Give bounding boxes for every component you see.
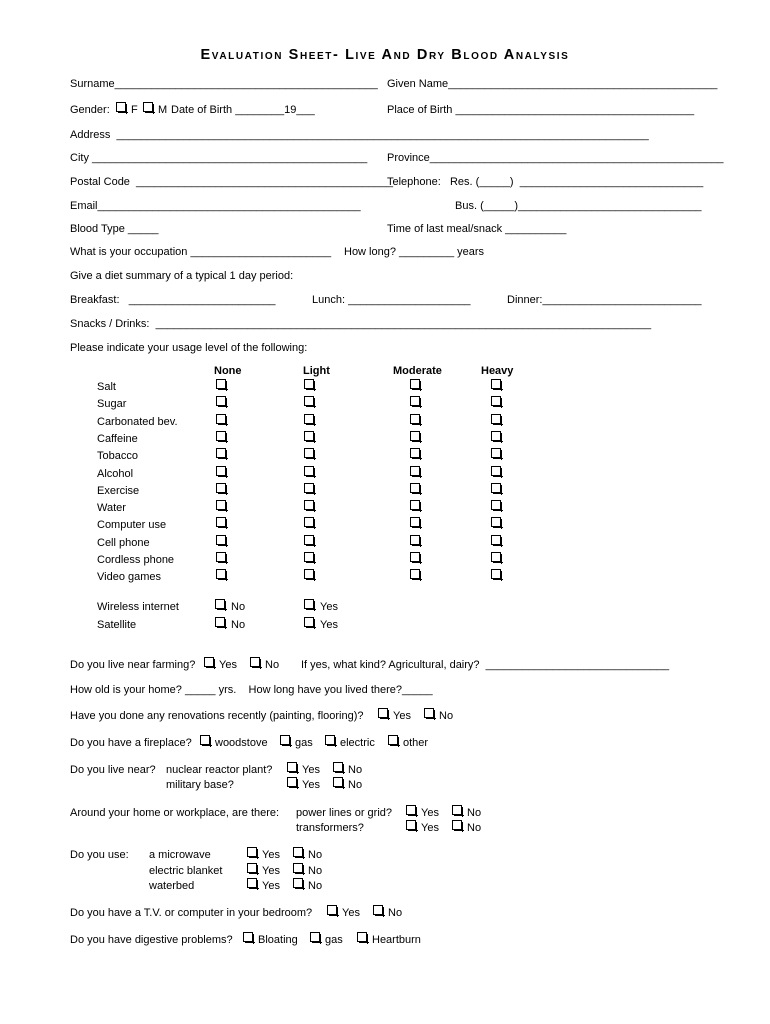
usage-item-label: Salt	[97, 381, 116, 393]
usage-checkbox-moderate[interactable]	[410, 569, 420, 579]
nuclear-yes-checkbox[interactable]	[287, 762, 297, 772]
usage-item-label: Tobacco	[97, 450, 138, 462]
waterbed-yes-label: Yes	[262, 880, 280, 892]
usage-checkbox-light[interactable]	[304, 535, 314, 545]
place-of-birth-field[interactable]: Place of Birth _______________________________________	[387, 104, 695, 116]
usage-checkbox-none[interactable]	[216, 414, 226, 424]
tv-bedroom-yes-checkbox[interactable]	[327, 905, 337, 915]
power-lines-yes-checkbox[interactable]	[406, 805, 416, 815]
usage-checkbox-none[interactable]	[216, 396, 226, 406]
usage-checkbox-light[interactable]	[304, 396, 314, 406]
usage-checkbox-none[interactable]	[216, 500, 226, 510]
gender-label: Gender:	[70, 104, 110, 116]
power-lines-no-checkbox[interactable]	[452, 805, 462, 815]
usage-checkbox-heavy[interactable]	[491, 396, 501, 406]
usage-intro: Please indicate your usage level of the following:	[70, 342, 308, 354]
usage-checkbox-light[interactable]	[304, 431, 314, 441]
usage-checkbox-light[interactable]	[304, 552, 314, 562]
electric-blanket-no-label: No	[308, 865, 323, 877]
gas-label: gas	[295, 737, 313, 749]
renovations-yes-label: Yes	[393, 710, 411, 722]
surname-field[interactable]: Surname___________________________________________	[70, 78, 378, 90]
microwave-label: a microwave	[149, 849, 211, 861]
address-field[interactable]: Address _______________________________________________________________________________________	[70, 129, 649, 141]
usage-checkbox-light[interactable]	[304, 483, 314, 493]
usage-checkbox-none[interactable]	[216, 448, 226, 458]
usage-item-label: Cell phone	[97, 537, 150, 549]
usage-checkbox-light[interactable]	[304, 379, 314, 389]
wireless-internet-label: Wireless internet	[97, 601, 179, 613]
postal-code-field[interactable]: Postal Code __________________________________________	[70, 176, 393, 188]
tv-bedroom-no-label: No	[388, 907, 403, 919]
power-lines-label: power lines or grid?	[296, 807, 392, 819]
satellite-label: Satellite	[97, 619, 137, 631]
usage-checkbox-none[interactable]	[216, 431, 226, 441]
transformers-yes-label: Yes	[421, 822, 439, 834]
waterbed-no-checkbox[interactable]	[293, 878, 303, 888]
satellite-no-checkbox[interactable]	[215, 617, 225, 627]
nuclear-yes-label: Yes	[302, 764, 320, 776]
around-home-question: Around your home or workplace, are there:	[70, 807, 280, 819]
farming-no-label: No	[265, 659, 280, 671]
power-lines-yes-label: Yes	[421, 807, 439, 819]
do-you-use-question: Do you use:	[70, 849, 129, 861]
wireless-no-checkbox[interactable]	[215, 599, 225, 609]
usage-checkbox-moderate[interactable]	[410, 500, 420, 510]
transformers-yes-checkbox[interactable]	[406, 820, 416, 830]
gender-f-checkbox[interactable]	[116, 102, 126, 112]
last-meal-field[interactable]: Time of last meal/snack __________	[387, 223, 567, 235]
usage-checkbox-heavy[interactable]	[491, 552, 501, 562]
waterbed-no-label: No	[308, 880, 323, 892]
given-name-field[interactable]: Given Name____________________________________________	[387, 78, 718, 90]
transformers-no-checkbox[interactable]	[452, 820, 462, 830]
usage-checkbox-heavy[interactable]	[491, 517, 501, 527]
usage-checkbox-none[interactable]	[216, 535, 226, 545]
usage-checkbox-heavy[interactable]	[491, 483, 501, 493]
usage-checkbox-none[interactable]	[216, 466, 226, 476]
tv-bedroom-question: Do you have a T.V. or computer in your bedroom?	[70, 907, 313, 919]
usage-checkbox-moderate[interactable]	[410, 483, 420, 493]
col-light: Light	[303, 365, 330, 377]
page-title: Evaluation Sheet- Live And Dry Blood Analysis	[200, 47, 570, 63]
renovations-no-label: No	[439, 710, 454, 722]
occupation-field[interactable]: What is your occupation _______________________	[70, 246, 332, 258]
usage-item-label: Exercise	[97, 485, 140, 497]
telephone-field[interactable]: Telephone: Res. (_____) ______________________________	[387, 176, 704, 188]
military-yes-checkbox[interactable]	[287, 777, 297, 787]
usage-checkbox-heavy[interactable]	[491, 414, 501, 424]
lunch-field[interactable]: Lunch: ____________________	[312, 294, 471, 306]
electric-blanket-label: electric blanket	[149, 865, 223, 877]
usage-checkbox-light[interactable]	[304, 414, 314, 424]
usage-checkbox-moderate[interactable]	[410, 517, 420, 527]
woodstove-checkbox[interactable]	[200, 735, 210, 745]
military-no-checkbox[interactable]	[333, 777, 343, 787]
usage-checkbox-moderate[interactable]	[410, 448, 420, 458]
tv-bedroom-no-checkbox[interactable]	[373, 905, 383, 915]
usage-checkbox-moderate[interactable]	[410, 466, 420, 476]
heartburn-label: Heartburn	[372, 934, 421, 946]
gas-digestive-label: gas	[325, 934, 343, 946]
wireless-no-label: No	[231, 601, 246, 613]
electric-blanket-yes-label: Yes	[262, 865, 280, 877]
usage-checkbox-light[interactable]	[304, 500, 314, 510]
electric-checkbox[interactable]	[325, 735, 335, 745]
wireless-yes-checkbox[interactable]	[304, 599, 314, 609]
electric-blanket-yes-checkbox[interactable]	[247, 863, 257, 873]
usage-checkbox-heavy[interactable]	[491, 448, 501, 458]
satellite-yes-checkbox[interactable]	[304, 617, 314, 627]
usage-checkbox-none[interactable]	[216, 569, 226, 579]
heartburn-checkbox[interactable]	[357, 932, 367, 942]
usage-item-label: Sugar	[97, 398, 127, 410]
bloating-checkbox[interactable]	[243, 932, 253, 942]
woodstove-label: woodstove	[215, 737, 268, 749]
usage-checkbox-light[interactable]	[304, 517, 314, 527]
usage-checkbox-heavy[interactable]	[491, 569, 501, 579]
military-label: military base?	[166, 779, 234, 791]
email-field[interactable]: Email___________________________________________	[70, 200, 361, 212]
bus-phone-field[interactable]: Bus. (_____)______________________________	[455, 200, 702, 212]
usage-item-label: Carbonated bev.	[97, 416, 178, 428]
occupation-years-field[interactable]: How long? _________ years	[344, 246, 485, 258]
renovations-no-checkbox[interactable]	[424, 708, 434, 718]
microwave-no-checkbox[interactable]	[293, 847, 303, 857]
digestive-question: Do you have digestive problems?	[70, 934, 233, 946]
usage-item-label: Water	[97, 502, 126, 514]
gas-checkbox[interactable]	[280, 735, 290, 745]
other-checkbox[interactable]	[388, 735, 398, 745]
electric-blanket-no-checkbox[interactable]	[293, 863, 303, 873]
city-field[interactable]: City _____________________________________________	[70, 152, 368, 164]
usage-checkbox-moderate[interactable]	[410, 414, 420, 424]
home-age-field[interactable]: How old is your home? _____ yrs. How long have you lived there?_____	[70, 684, 433, 696]
gas-digestive-checkbox[interactable]	[310, 932, 320, 942]
farming-kind-field[interactable]: If yes, what kind? Agricultural, dairy? ______________________________	[301, 659, 670, 671]
satellite-no-label: No	[231, 619, 246, 631]
usage-checkbox-heavy[interactable]	[491, 431, 501, 441]
col-heavy: Heavy	[481, 365, 514, 377]
renovations-yes-checkbox[interactable]	[378, 708, 388, 718]
diet-summary-label: Give a diet summary of a typical 1 day period:	[70, 270, 294, 282]
blood-type-field[interactable]: Blood Type _____	[70, 223, 159, 235]
nuclear-no-label: No	[348, 764, 363, 776]
farming-yes-checkbox[interactable]	[204, 657, 214, 667]
date-of-birth-field[interactable]: Date of Birth ________19___	[171, 104, 315, 116]
nuclear-no-checkbox[interactable]	[333, 762, 343, 772]
usage-checkbox-light[interactable]	[304, 569, 314, 579]
usage-checkbox-moderate[interactable]	[410, 396, 420, 406]
usage-item-label: Video games	[97, 571, 162, 583]
other-label: other	[403, 737, 429, 749]
usage-item-label: Computer use	[97, 519, 167, 531]
electric-label: electric	[340, 737, 375, 749]
satellite-yes-label: Yes	[320, 619, 338, 631]
usage-checkbox-none[interactable]	[216, 552, 226, 562]
bloating-label: Bloating	[258, 934, 298, 946]
gender-m-label: M	[158, 104, 168, 116]
farming-question: Do you live near farming?	[70, 659, 196, 671]
usage-checkbox-heavy[interactable]	[491, 500, 501, 510]
usage-checkbox-heavy[interactable]	[491, 379, 501, 389]
tv-bedroom-yes-label: Yes	[342, 907, 360, 919]
usage-checkbox-none[interactable]	[216, 517, 226, 527]
microwave-no-label: No	[308, 849, 323, 861]
usage-checkbox-moderate[interactable]	[410, 535, 420, 545]
live-near-question: Do you live near?	[70, 764, 156, 776]
col-none: None	[214, 365, 242, 377]
usage-checkbox-heavy[interactable]	[491, 535, 501, 545]
microwave-yes-label: Yes	[262, 849, 280, 861]
waterbed-label: waterbed	[149, 880, 195, 892]
breakfast-field[interactable]: Breakfast: ________________________	[70, 294, 276, 306]
gender-m-checkbox[interactable]	[143, 102, 153, 112]
snacks-field[interactable]: Snacks / Drinks: _________________________________________________________________________________	[70, 318, 652, 330]
military-yes-label: Yes	[302, 779, 320, 791]
usage-checkbox-moderate[interactable]	[410, 552, 420, 562]
microwave-yes-checkbox[interactable]	[247, 847, 257, 857]
transformers-no-label: No	[467, 822, 482, 834]
wireless-yes-label: Yes	[320, 601, 338, 613]
military-no-label: No	[348, 779, 363, 791]
fireplace-question: Do you have a fireplace?	[70, 737, 192, 749]
nuclear-label: nuclear reactor plant?	[166, 764, 273, 776]
usage-checkbox-light[interactable]	[304, 466, 314, 476]
usage-item-label: Cordless phone	[97, 554, 175, 566]
usage-checkbox-none[interactable]	[216, 483, 226, 493]
col-moderate: Moderate	[393, 365, 442, 377]
farming-no-checkbox[interactable]	[250, 657, 260, 667]
gender-f-label: F	[131, 104, 138, 116]
usage-checkbox-moderate[interactable]	[410, 431, 420, 441]
usage-item-label: Caffeine	[97, 433, 138, 445]
renovations-question: Have you done any renovations recently (painting, flooring)?	[70, 710, 364, 722]
usage-item-label: Alcohol	[97, 468, 134, 480]
province-field[interactable]: Province________________________________________________	[387, 152, 724, 164]
waterbed-yes-checkbox[interactable]	[247, 878, 257, 888]
farming-yes-label: Yes	[219, 659, 237, 671]
usage-checkbox-moderate[interactable]	[410, 379, 420, 389]
transformers-label: transformers?	[296, 822, 364, 834]
usage-checkbox-heavy[interactable]	[491, 466, 501, 476]
usage-checkbox-none[interactable]	[216, 379, 226, 389]
usage-checkbox-light[interactable]	[304, 448, 314, 458]
power-lines-no-label: No	[467, 807, 482, 819]
dinner-field[interactable]: Dinner:__________________________	[507, 294, 702, 306]
